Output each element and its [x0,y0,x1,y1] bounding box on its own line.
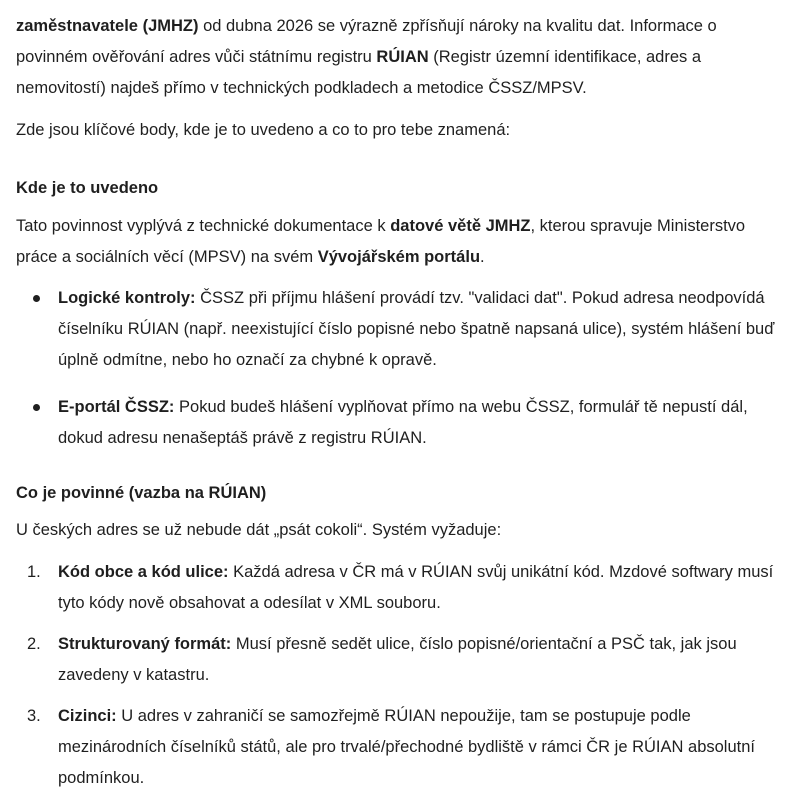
mandatory-lead: U českých adres se už nebude dát „psát cokoli“. Systém vyžaduje: [16,521,502,539]
list-item [16,629,791,691]
where-text-3: . [480,248,485,266]
item-title: Kód obce a kód ulice: [58,563,229,581]
section-heading-where: Kde je to uvedeno [16,179,159,197]
bullet-icon [33,404,40,411]
list-number: 1. [27,563,41,581]
bullet-title: Logické kontroly: [58,289,196,307]
intro-paragraph [16,11,791,104]
list-number: 3. [27,707,41,725]
item-text: Musí přesně sedět ulice, číslo popisné/orientační a PSČ tak, jak jsou zavedeny v katastru. [58,635,737,684]
intro-bold-jmhz: zaměstnavatele (JMHZ) [16,17,199,35]
mandatory-numbered-list [16,557,791,804]
where-bullet-list [16,283,791,470]
bullet-text: ČSSZ při příjmu hlášení provádí tzv. "validaci dat". Pokud adresa neodpovídá číselníku RÚIAN (např. neexistující číslo popisné nebo špatně napsaná ulice), systém hlášení buď úplně odmítne, nebo ho označí za chybné k opravě. [58,289,775,369]
intro-text-2: (Registr územní identifikace, adres a nemovitostí) najdeš přímo v technických podkladech a metodice ČSSZ/MPSV. [16,48,702,97]
where-bold-portal: Vývojářském portálu [317,248,481,266]
where-paragraph [16,211,776,273]
bullet-icon [33,295,40,302]
item-title: Cizinci: [58,707,117,725]
where-text-1: Tato povinnost vyplývá z technické dokumentace k [16,217,391,235]
list-number: 2. [27,635,41,653]
list-item [16,392,791,454]
bullet-text: Pokud budeš hlášení vyplňovat přímo na webu ČSSZ, formulář tě nepustí dál, dokud adresu nenašeptáš právě z registru RÚIAN. [58,398,748,447]
list-item [16,701,791,794]
item-text: U adres v zahraničí se samozřejmě RÚIAN nepoužije, tam se postupuje podle mezinárodních číselníků států, ale pro trvalé/přechodné bydliště v rámci ČR je RÚIAN absolutní podmínkou. [58,707,755,787]
item-text: Každá adresa v ČR má v RÚIAN svůj unikátní kód. Mzdové softwary musí tyto kódy nově obsahovat a odesílat v XML souboru. [58,563,774,612]
intro-bold-ruian: RÚIAN [376,48,429,66]
list-item [16,283,791,376]
bullet-title: E-portál ČSSZ: [58,398,175,416]
intro-text-1: od dubna 2026 se výrazně zpřísňují nároky na kvalitu dat. Informace o povinném ověřování adres vůči státnímu registru [16,17,717,66]
where-bold-datova-veta: datové větě JMHZ [390,217,531,235]
where-text-2: , kterou spravuje Ministerstvo práce a sociálních věcí (MPSV) na svém [16,217,746,266]
item-title: Strukturovaný formát: [58,635,232,653]
section-heading-mandatory: Co je povinné (vazba na RÚIAN) [16,484,267,502]
list-item [16,557,791,619]
lead-paragraph: Zde jsou klíčové body, kde je to uvedeno a co to pro tebe znamená: [16,121,511,139]
